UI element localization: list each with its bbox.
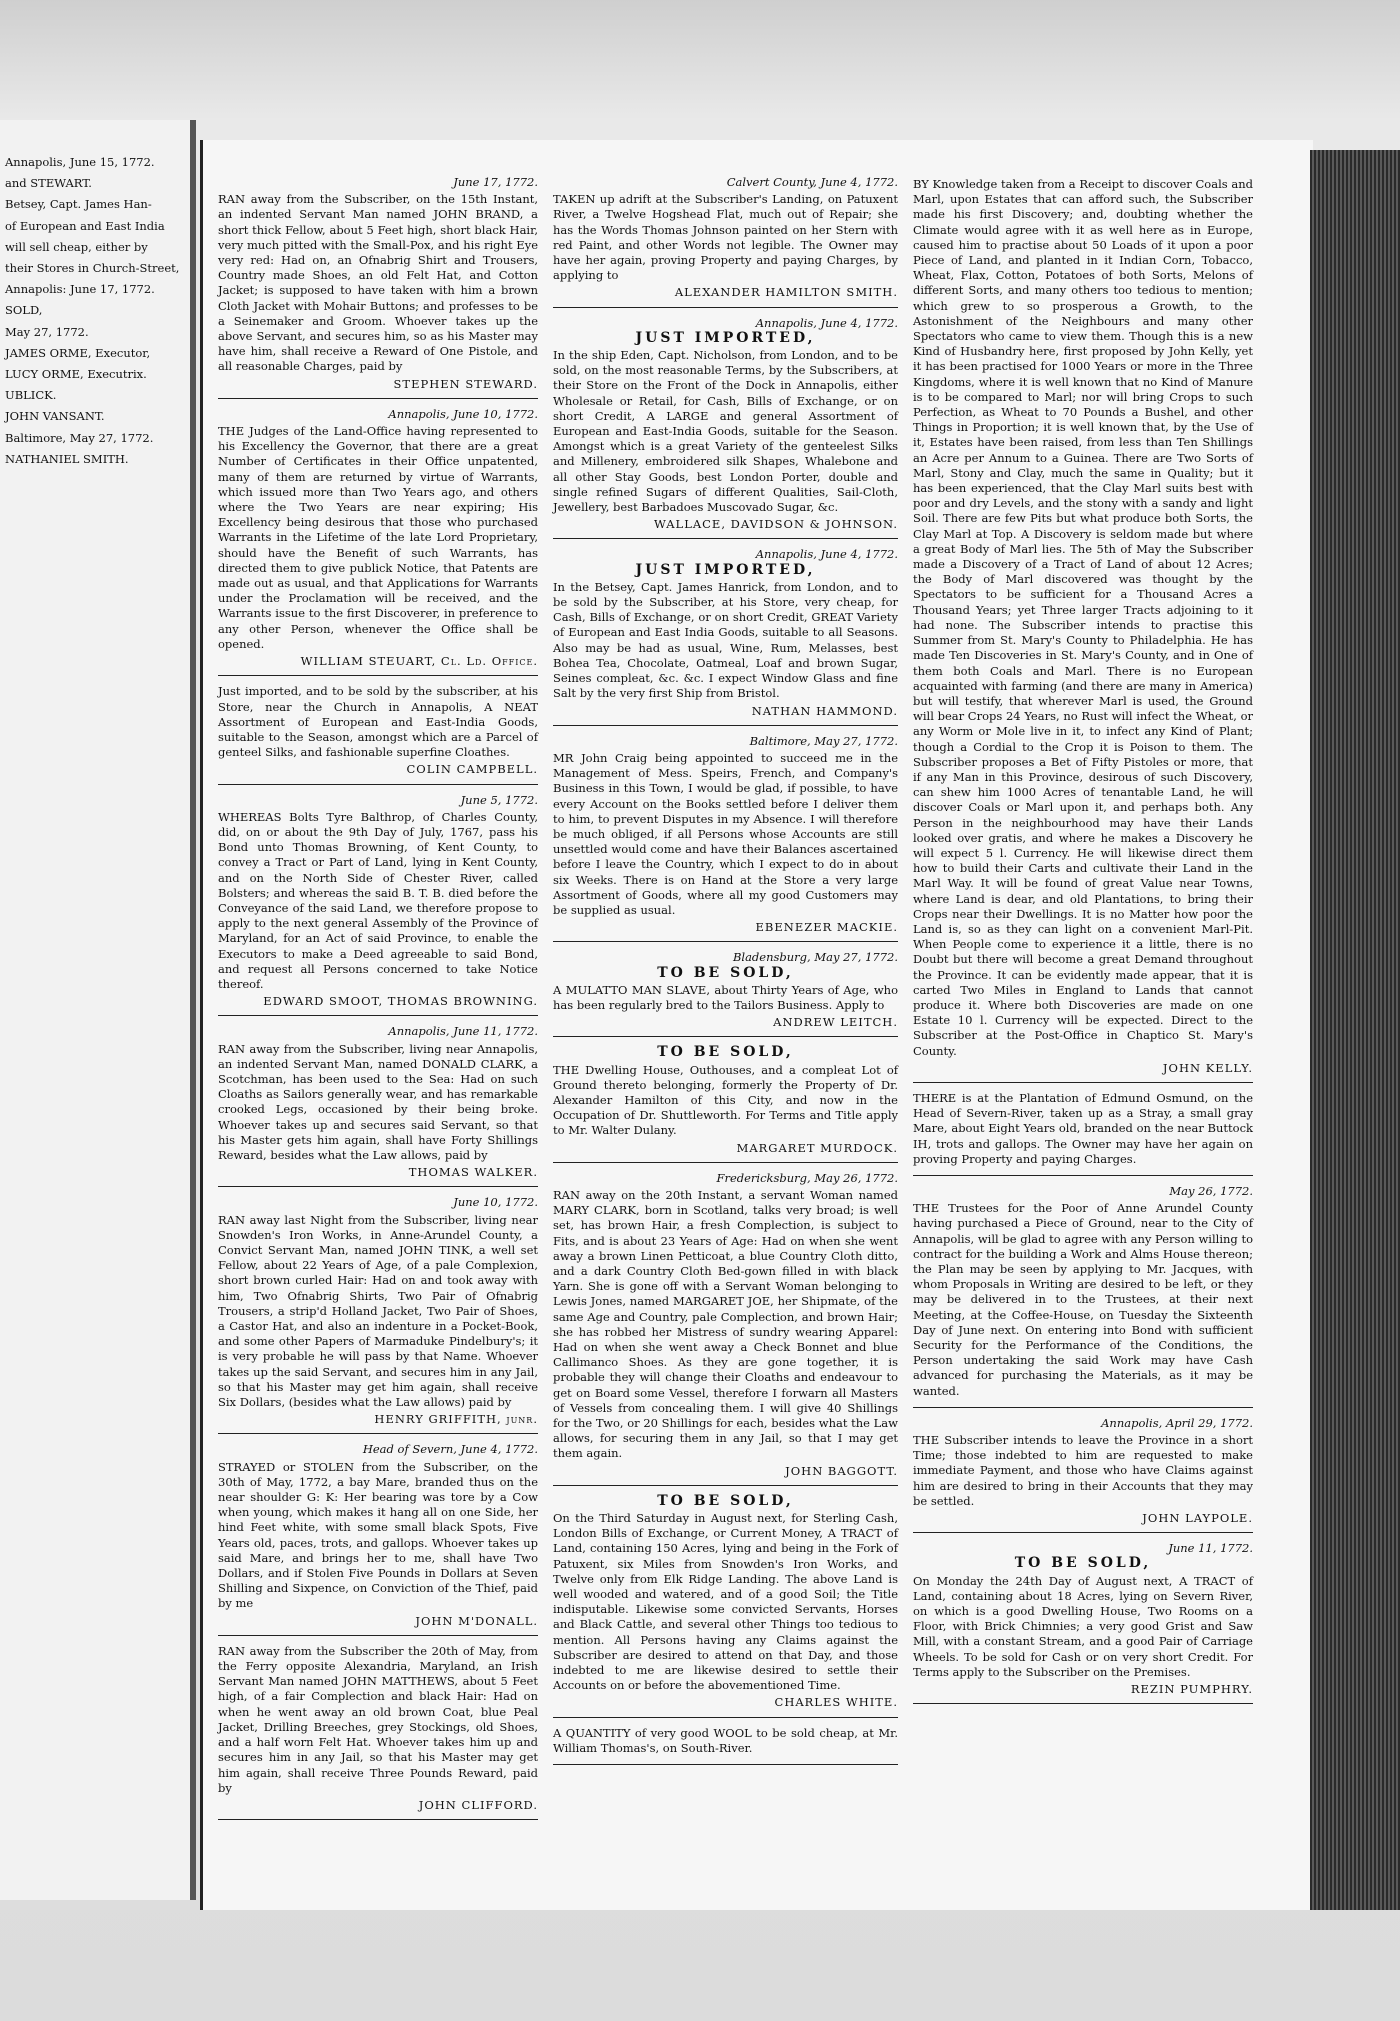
ad-body: A MULATTO MAN SLAVE, about Thirty Years of Age, who has been regularly bred to the Tailors Business. Apply to <box>553 982 898 1012</box>
ad-signature: EBENEZER MACKIE. <box>755 920 898 935</box>
ad-signature: JOHN BAGGOTT. <box>785 1463 898 1478</box>
advertisement <box>553 175 898 308</box>
advertisement <box>218 1644 538 1820</box>
ad-signature: NATHAN HAMMOND. <box>751 703 898 718</box>
previous-page-fragment: of European and East India <box>5 218 165 233</box>
ad-heading: TO BE SOLD, <box>1014 1555 1152 1572</box>
ad-dateline: Annapolis, June 4, 1772. <box>755 315 898 330</box>
ad-signature: REZIN PUMPHRY. <box>1130 1682 1253 1697</box>
ad-heading: TO BE SOLD, <box>657 964 794 981</box>
ad-dateline: Annapolis, June 10, 1772. <box>388 406 538 421</box>
previous-page-fragment: UBLICK. <box>5 388 57 403</box>
advertisement <box>218 407 538 676</box>
ad-body: On Monday the 24th Day of August next, A TRACT of Land, containing about 18 Acres, lying on Severn River, on which is a good Dwelling House, Two Rooms on a Floor, with Brick Chimnies; a very good Grist and Saw Mill, with a constant Stream, and a good Pair of Carriage Wheels. To be sold for Cash or on very short Credit. For Terms apply to the Subscriber on the Premises. <box>913 1573 1253 1679</box>
previous-page-fragment: Baltimore, May 27, 1772. <box>5 430 154 445</box>
ad-signature: STEPHEN STEWARD. <box>393 376 538 391</box>
advertisement <box>913 177 1253 1083</box>
advertisement <box>913 1541 1253 1704</box>
ad-body: RAN away on the 20th Instant, a servant Woman named MARY CLARK, born in Scotland, talks very broad; is well set, has brown Hair, a fresh Complection, is subject to Fits, and is about 23 Years of Age: Had on when she went away a brown Linen Petticoat, a blue Country Cloth ditto, and a dark Country Cloth Bed-gown filled in with black Yarn. She is gone off with a Servant Woman belonging to Lewis Jones, named MARGARET JOE, her Shipmate, of the same Age and Country, pale Complection, and brown Hair; she has robbed her Mistress of sundry wearing Apparel: Had on when she went away a Check Bonnet and blue Callimanco Shoes. As they are gone together, it is probable they will change their Cloaths and endeavour to get on Board some Vessel, therefore I forwarn all Masters of Vessels from concealing them. I will give 40 Shillings for the Two, or 20 Shillings for each, besides what the Law allows, for securing them in any Jail, so that I may get them again. <box>553 1187 898 1461</box>
ad-heading: JUST IMPORTED, <box>635 329 816 346</box>
ad-signature: JOHN LAYPOLE. <box>1142 1511 1253 1526</box>
previous-page-fragment: NATHANIEL SMITH. <box>5 451 129 466</box>
ad-signature: ANDREW LEITCH. <box>773 1015 898 1030</box>
ad-body: TAKEN up adrift at the Subscriber's Landing, on Patuxent River, a Twelve Hogshead Flat, much out of Repair; she has the Words Thomas Johnson painted on her Stern with red Paint, and other Words not legible. The Owner may have her again, proving Property and paying Charges, by applying to <box>553 192 898 283</box>
ad-dateline: Head of Severn, June 4, 1772. <box>362 1442 538 1457</box>
previous-page-fragment: Annapolis, June 15, 1772. <box>5 155 155 169</box>
advertisement <box>553 734 898 943</box>
book-page-edges <box>1310 150 1400 1910</box>
ad-body: A QUANTITY of very good WOOL to be sold cheap, at Mr. William Thomas's, on South-River. <box>553 1725 898 1755</box>
ad-signature: CHARLES WHITE. <box>774 1695 898 1710</box>
ad-body: RAN away from the Subscriber, living near Annapolis, an indented Servant Man, named DONALD CLARK, a Scotchman, has been used to the Sea: Had on such Cloaths as Sailors generally wear, and has remarkable crooked Legs, occasioned by their being broke. Whoever takes up and secures said Servant, so that his Master gets him again, shall have Forty Shillings Reward, besides what the Law allows, paid by <box>218 1041 538 1162</box>
advertisement <box>553 316 898 540</box>
previous-page-fragment: JAMES ORME, Executor, <box>5 345 151 360</box>
ad-dateline: June 5, 1772. <box>460 792 538 807</box>
advertisement <box>913 1091 1253 1176</box>
ad-signature: EDWARD SMOOT, THOMAS BROWNING. <box>263 994 538 1009</box>
advertisement <box>218 1024 538 1187</box>
advertisement <box>553 547 898 725</box>
advertisement <box>913 1184 1253 1408</box>
previous-page-fragment: May 27, 1772. <box>5 324 89 339</box>
ad-body: On the Third Saturday in August next, for Sterling Cash, London Bills of Exchange, or Current Money, A TRACT of Land, containing 150 Acres, lying and being in the Fork of Patuxent, six Miles from Snowden's Iron Works, and Twelve only from Elk Ridge Landing. The above Land is well wooded and watered, and of a good Soil; the Title indisputable. Likewise some convicted Servants, Horses and Black Cattle, and several other Things too tedious to mention. All Persons having any Claims against the Subscriber are desired to attend on that Day, and those indebted to me are likewise desired to settle their Accounts on or before the abovementioned Time. <box>553 1511 898 1693</box>
ad-body: THE Subscriber intends to leave the Province in a short Time; those indebted to him are requested to make immediate Payment, and those who have Claims against him are desired to bring in their Accounts that they may be settled. <box>913 1433 1253 1508</box>
advertisement <box>218 1442 538 1635</box>
previous-page-fragment: Annapolis: June 17, 1772. <box>5 282 155 297</box>
ad-signature: HENRY GRIFFITH, junr. <box>374 1412 538 1427</box>
advertisement <box>913 1416 1253 1533</box>
ad-body: MR John Craig being appointed to succeed me in the Management of Mess. Speirs, French, and Company's Business in this Town, I would be glad, if possible, to have every Account on the Books settled before I deliver them to him, to prevent Disputes in my Absence. I will therefore be much obliged, if all Persons whose Accounts are still unsettled would come and have their Balances ascertained before I leave the Country, which I expect to do in about six Weeks. There is on Hand at the Store a very large Assortment of Goods, where all my good Customers may be supplied as usual. <box>553 750 898 917</box>
ad-body: THE Dwelling House, Outhouses, and a compleat Lot of Ground thereto belonging, formerly the Property of Dr. Alexander Hamilton of this City, and now in the Occupation of Dr. Shuttleworth. For Terms and Title apply to Mr. Walter Dulany. <box>553 1062 898 1138</box>
previous-page-fragment: SOLD, <box>5 303 43 318</box>
ad-body: STRAYED or STOLEN from the Subscriber, on the 30th of May, 1772, a bay Mare, branded thus on the near shoulder G: K: Her bearing was tore by a Cow when young, which makes it hang all on one Side, her hind Feet white, with some small black Spots, Five Years old, paces, trots, and gallops. Whoever takes up said Mare, and brings her to me, shall have Two Dollars, and if Stolen Five Pounds in Dollars at Seven Shilling and Sixpence, on Conviction of the Thief, paid by me <box>218 1459 538 1611</box>
ad-signature: THOMAS WALKER. <box>408 1165 538 1180</box>
ad-dateline: June 17, 1772. <box>453 175 538 189</box>
ad-signature: JOHN CLIFFORD. <box>418 1797 538 1812</box>
ad-body: In the ship Eden, Capt. Nicholson, from London, and to be sold, on the most reasonable Terms, by the Subscribers, at their Store on the Front of the Dock in Annapolis, either Wholesale or Retail, for Cash, Bills of Exchange, or on short Credit, A LARGE and general Assortment of European and East-India Goods, suitable for the Season. Amongst which is a great Variety of the genteelest Silks and Millenery, embroidered silk Shapes, Whalebone and all other Stay Goods, best London Porter, double and single refined Sugars of different Qualities, Sail-Cloth, Jewellery, best Barbadoes Muscovado Sugar, &c. <box>553 348 898 515</box>
ad-dateline: June 10, 1772. <box>453 1195 538 1210</box>
ad-heading: TO BE SOLD, <box>657 1492 794 1509</box>
ad-dateline: Fredericksburg, May 26, 1772. <box>716 1170 898 1185</box>
previous-page-fragment: JOHN VANSANT. <box>5 409 105 424</box>
ad-body: Just imported, and to be sold by the subscriber, at his Store, near the Church in Annapolis, A NEAT Assortment of European and East-India Goods, suitable to the Season, amongst which are a Parcel of genteel Silks, and fashionable superfine Cloathes. <box>218 684 538 760</box>
ad-body: BY Knowledge taken from a Receipt to discover Coals and Marl, upon Estates that can afford such, the Subscriber made his first Discovery; and, doubting whether the Climate would agree with it as well here as in Europe, caused him to practise about 50 Loads of it upon a poor Piece of Land, and planted in it Indian Corn, Tobacco, Wheat, Flax, Cotton, Potatoes of both Sorts, Melons of different Sorts, and many others too tedious to mention; which grew to so prosperous a Growth, to the Astonishment of the Neighbours and many other Spectators who came to view them. Though this is a new Kind of Husbandry here, first proposed by John Kelly, yet it has been practised for 1000 Years or more in the Three Kingdoms, where it is well known that no Kind of Manure is to be compared to Marl; nor will bring Crops to such Perfection, as Wheat to 70 Pounds a Bushel, and other Things in Proportion; it is well known that, by the Use of it, Estates have been raised, from less than Ten Shillings an Acre per Annum to a Guinea. There are Two Sorts of Marl, Stony and Clay, much the same in Quality; but it has been experienced, that the Clay Marl suits best with poor and dry Levels, and the stony with a sandy and light Soil. There are few Pits but what produce both Sorts, the Clay Marl at Top. A Discovery is seldom made but where a great Body of Marl lies. The 5th of May the Subscriber made a Discovery of a Tract of Land of about 12 Acres; the Body of Marl discovered was thought by the Spectators to be sufficient for a Thousand Acres a Thousand Years; yet Three larger Tracts adjoining to it had none. The Subscriber intends to practise this Summer from St. Mary's County to Philadelphia. He has made Ten Discoveries in St. Mary's County, and in One of them both Coals and Marl. There is no European acquainted with farming (and there are many in America) but will testify, that wherever Marl is used, the Ground will bear Crops 24 Years, no Rust will infect the Wheat, or any Worm or Mole live in it, to infect any Kind of Plant; though a Cordial to the Crop it is Poison to them. The Subscriber proposes a Bet of Fifty Pistoles or more, that if any Man in this Province, desirous of such Discovery, can shew him 1000 Acres of tenantable Land, he will discover Coals or Marl upon it, and perhaps both. Any Person in the neighbourhood may have their Lands looked over gratis, and where he makes a Discovery he will expect 5 l. Currency. He will likewise direct them how to build their Carts and cultivate their Land in the Marl Way. It will be found of great Value near Towns, where Land is dear, and old Plantations, to bring their Crops near their Dwellings. It is no Matter how poor the Land is, so as they can light on a convenient Marl-Pit. When People come to experience it a little, there is no Doubt but there will become a great Demand throughout the Province. It can be evidently made appear, that it is carted Two Miles in England to Lands that cannot produce it. Where both Discoveries are made on one Estate 10 l. Currency will be expected. Direct to the Subscriber at the Post-Office in Chaptico St. Mary's County. <box>913 177 1253 1058</box>
advertisement <box>218 175 538 399</box>
advertisement <box>218 1195 538 1434</box>
ad-body: THERE is at the Plantation of Edmund Osmund, on the Head of Severn-River, taken up as a Stray, a small gray Mare, about Eight Years old, branded on the near Buttock IH, trots and gallops. The Owner may have her again on proving Property and paying Charges. <box>913 1090 1253 1166</box>
previous-page-fragment: and STEWART. <box>5 176 92 191</box>
ad-dateline: Annapolis, June 11, 1772. <box>388 1024 538 1039</box>
ad-dateline: Bladensburg, May 27, 1772. <box>732 950 898 965</box>
ad-dateline: Baltimore, May 27, 1772. <box>749 733 898 748</box>
ad-body: RAN away from the Subscriber the 20th of May, from the Ferry opposite Alexandria, Maryland, an Irish Servant Man named JOHN MATTHEWS, about 5 Feet high, of a fair Complection and black Hair: Had on when he went away an old brown Coat, blue Peal Jacket, Drilling Breeches, grey Stockings, old Shoes, and a half worn Felt Hat. Whoever takes him up and secures him in any Jail, so that his Master may get him again, shall receive Three Pounds Reward, paid by <box>218 1643 538 1795</box>
previous-page-column <box>5 155 185 473</box>
column-right <box>913 175 1253 1712</box>
ad-dateline: June 11, 1772. <box>1168 1541 1253 1556</box>
advertisement <box>553 1494 898 1718</box>
ad-body: In the Betsey, Capt. James Hanrick, from London, and to be sold by the Subscriber, at his Store, very cheap, for Cash, Bills of Exchange, or on short Credit, GREAT Variety of European and East India Goods, suitable to all Seasons. Also may be had as usual, Wine, Rum, Melasses, best Bohea Tea, Chocolate, Oatmeal, Loaf and brown Sugar, Seines compleat, &c. &c. I expect Window Glass and fine Salt by the very first Ship from Bristol. <box>553 579 898 701</box>
ad-heading: JUST IMPORTED, <box>635 561 816 578</box>
ad-body: WHEREAS Bolts Tyre Balthrop, of Charles County, did, on or about the 9th Day of July, 1767, pass his Bond unto Thomas Browning, of Kent County, to convey a Tract or Part of Land, lying in Kent County, and on the North Side of Chester River, called Bolsters; and whereas the said B. T. B. died before the Conveyance of the said Land, we therefore propose to apply to the next general Assembly of the Province of Maryland, for an Act of said Province, to enable the Executors to make a Deed agreeable to said Bond, and request all Persons concerned to take Notice thereof. <box>218 809 538 991</box>
column-left <box>218 175 538 1828</box>
ad-dateline: May 26, 1772. <box>1169 1184 1253 1198</box>
ad-signature: MARGARET MURDOCK. <box>736 1140 898 1155</box>
ad-signature: ALEXANDER HAMILTON SMITH. <box>674 285 898 300</box>
ad-signature: WILLIAM STEUART, Cl. Ld. Office. <box>300 654 538 669</box>
ad-body: RAN away last Night from the Subscriber, living near Snowden's Iron Works, in Anne-Arundel County, a Convict Servant Man, named JOHN TINK, a well set Fellow, about 22 Years of Age, of a pale Complexion, short brown curled Hair: Had on and took away with him, Two Ofnabrig Shirts, Two Pair of Ofnabrig Trousers, a strip'd Holland Jacket, Two Pair of Shoes, a Castor Hat, and also an indenture in a Pocket-Book, and some other Papers of Marmaduke Pindelbury's; it is very probable he will pass by that Name. Whoever takes up the said Servant, and secures him in any Jail, so that his Master may get him again, shall receive Six Dollars, (besides what the Law allows) paid by <box>218 1212 538 1410</box>
ad-body: THE Trustees for the Poor of Anne Arundel County having purchased a Piece of Ground, near to the City of Annapolis, will be glad to agree with any Person willing to contract for the building a Work and Alms House thereon; the Plan may be seen by applying to Mr. Jacques, with whom Proposals in Writing are desired to be left, or they may be delivered in to the Trustees, at their next Meeting, at the Coffee-House, on Tuesday the Sixteenth Day of June next. On entering into Bond with sufficient Security for the Performance of the Conditions, the Person undertaking the said Work may have Cash advanced for purchasing the Materials, as it may be wanted. <box>913 1201 1253 1398</box>
ad-body: THE Judges of the Land-Office having represented to his Excellency the Governor, that there are a great Number of Certificates in their Office unpatented, many of them are returned by virtue of Warrants, which issued more than Two Years ago, and others where the Two Years are near expiring; His Excellency being desirous that those who purchased Warrants in the Lifetime of the late Lord Proprietary, should have the Benefit of such Warrants, has directed them to give publick Notice, that Patents are made out as usual, and that Applications for Warrants under the Proclamation will be received, and the Warrants issue to the first Discoverer, in preference to any other Person, whenever the Office shall be opened. <box>218 424 538 651</box>
ad-dateline: Calvert County, June 4, 1772. <box>726 175 898 189</box>
previous-page-fragment: will sell cheap, either by <box>5 239 148 254</box>
previous-page <box>0 120 196 1900</box>
advertisement <box>218 793 538 1017</box>
ad-signature: JOHN M'DONALL. <box>415 1613 538 1628</box>
advertisement <box>553 1171 898 1486</box>
previous-page-fragment: Betsey, Capt. James Han- <box>5 197 152 212</box>
ad-heading: TO BE SOLD, <box>657 1044 794 1061</box>
ad-signature: COLIN CAMPBELL. <box>406 762 538 777</box>
ad-dateline: Annapolis, April 29, 1772. <box>1101 1415 1253 1430</box>
previous-page-fragment: LUCY ORME, Executrix. <box>5 367 147 382</box>
previous-page-fragment: their Stores in Church-Street, <box>5 261 180 276</box>
advertisement <box>553 1726 898 1765</box>
advertisement <box>553 1045 898 1162</box>
ad-signature: JOHN KELLY. <box>1162 1060 1253 1075</box>
column-middle <box>553 175 898 1773</box>
ad-signature: WALLACE, DAVIDSON & JOHNSON. <box>654 517 898 532</box>
ad-body: RAN away from the Subscriber, on the 15th Instant, an indented Servant Man named JOHN BRAND, a short thick Fellow, about 5 Feet high, short black Hair, very much pitted with the Small-Pox, and his right Eye very red: Had on, an Ofnabrig Shirt and Trousers, Country made Shoes, an old Felt Hat, and Cotton Jacket; is supposed to have taken with him a brown Cloth Jacket with Mohair Buttons; and professes to be a Seinemaker and Groom. Whoever takes up the above Servant, and secures him, so as his Master may have him, shall receive a Reward of One Pistole, and all reasonable Charges, paid by <box>218 192 538 374</box>
ad-dateline: Annapolis, June 4, 1772. <box>755 547 898 562</box>
advertisement <box>553 950 898 1037</box>
advertisement <box>218 684 538 784</box>
newspaper-page <box>200 140 1313 1910</box>
